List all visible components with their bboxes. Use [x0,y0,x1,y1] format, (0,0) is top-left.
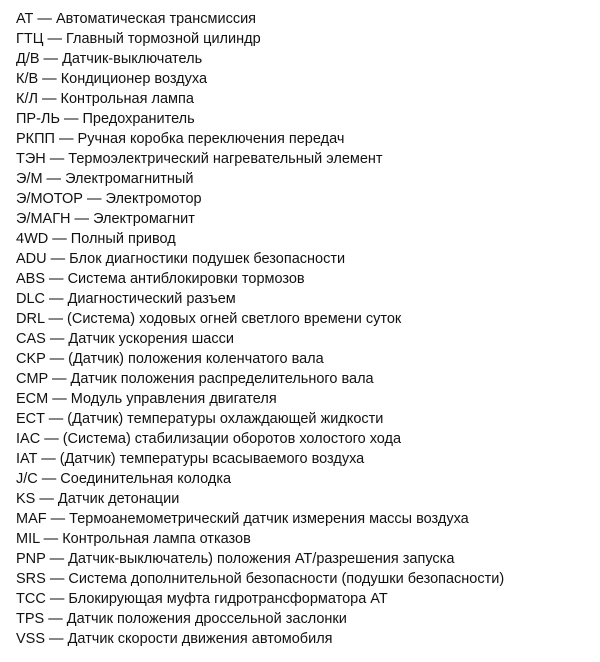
glossary-entry: VSS — Датчик скорости движения автомобиля [16,631,333,647]
glossary-entry: CAS — Датчик ускорения шасси [16,331,234,347]
glossary-entry: ADU — Блок диагностики подушек безопасности [16,251,346,267]
glossary-entry: TPS — Датчик положения дроссельной заслонки [16,611,347,627]
glossary-entry: MIL — Контрольная лампа отказов [16,531,251,547]
glossary-entry: ECT — (Датчик) температуры охлаждающей жидкости [16,411,384,427]
glossary-entry: АТ — Автоматическая трансмиссия [16,11,257,27]
glossary-entry: CKP — (Датчик) положения коленчатого вала [16,351,324,367]
glossary-entry: MAF — Термоанемометрический датчик измерения массы воздуха [16,511,469,527]
glossary-entry: IAC — (Система) стабилизации оборотов холостого хода [16,431,402,447]
glossary-entry: DLC — Диагностический разъем [16,291,236,307]
abbreviation-glossary [16,9,596,649]
glossary-entry: К/В — Кондиционер воздуха [16,71,208,87]
glossary-entry: ТЭН — Термоэлектрический нагревательный элемент [16,151,383,167]
glossary-entry: ПР-ЛЬ — Предохранитель [16,111,195,127]
glossary-entry: CMP — Датчик положения распределительного вала [16,371,374,387]
glossary-entry: J/C — Соединительная колодка [16,471,232,487]
glossary-entry: DRL — (Система) ходовых огней светлого времени суток [16,311,402,327]
glossary-entry: KS — Датчик детонации [16,491,180,507]
glossary-entry: PNP — Датчик-выключатель) положения АТ/разрешения запуска [16,551,455,567]
glossary-entry: TCC — Блокирующая муфта гидротрансформатора АТ [16,591,388,607]
glossary-entry: К/Л — Контрольная лампа [16,91,194,107]
glossary-entry: РКПП — Ручная коробка переключения передач [16,131,345,147]
glossary-entry: 4WD — Полный привод [16,231,176,247]
glossary-entry: ABS — Система антиблокировки тормозов [16,271,305,287]
glossary-entry: Э/МАГН — Электромагнит [16,211,195,227]
glossary-entry: Э/МОТОР — Электромотор [16,191,202,207]
glossary-entry: SRS — Система дополнительной безопасности (подушки безопасности) [16,571,505,587]
glossary-entry: ГТЦ — Главный тормозной цилиндр [16,31,261,47]
glossary-entry: Э/М — Электромагнитный [16,171,194,187]
glossary-entry: IAT — (Датчик) температуры всасываемого воздуха [16,451,365,467]
glossary-entry: Д/В — Датчик-выключатель [16,51,203,67]
glossary-entry: ECM — Модуль управления двигателя [16,391,277,407]
